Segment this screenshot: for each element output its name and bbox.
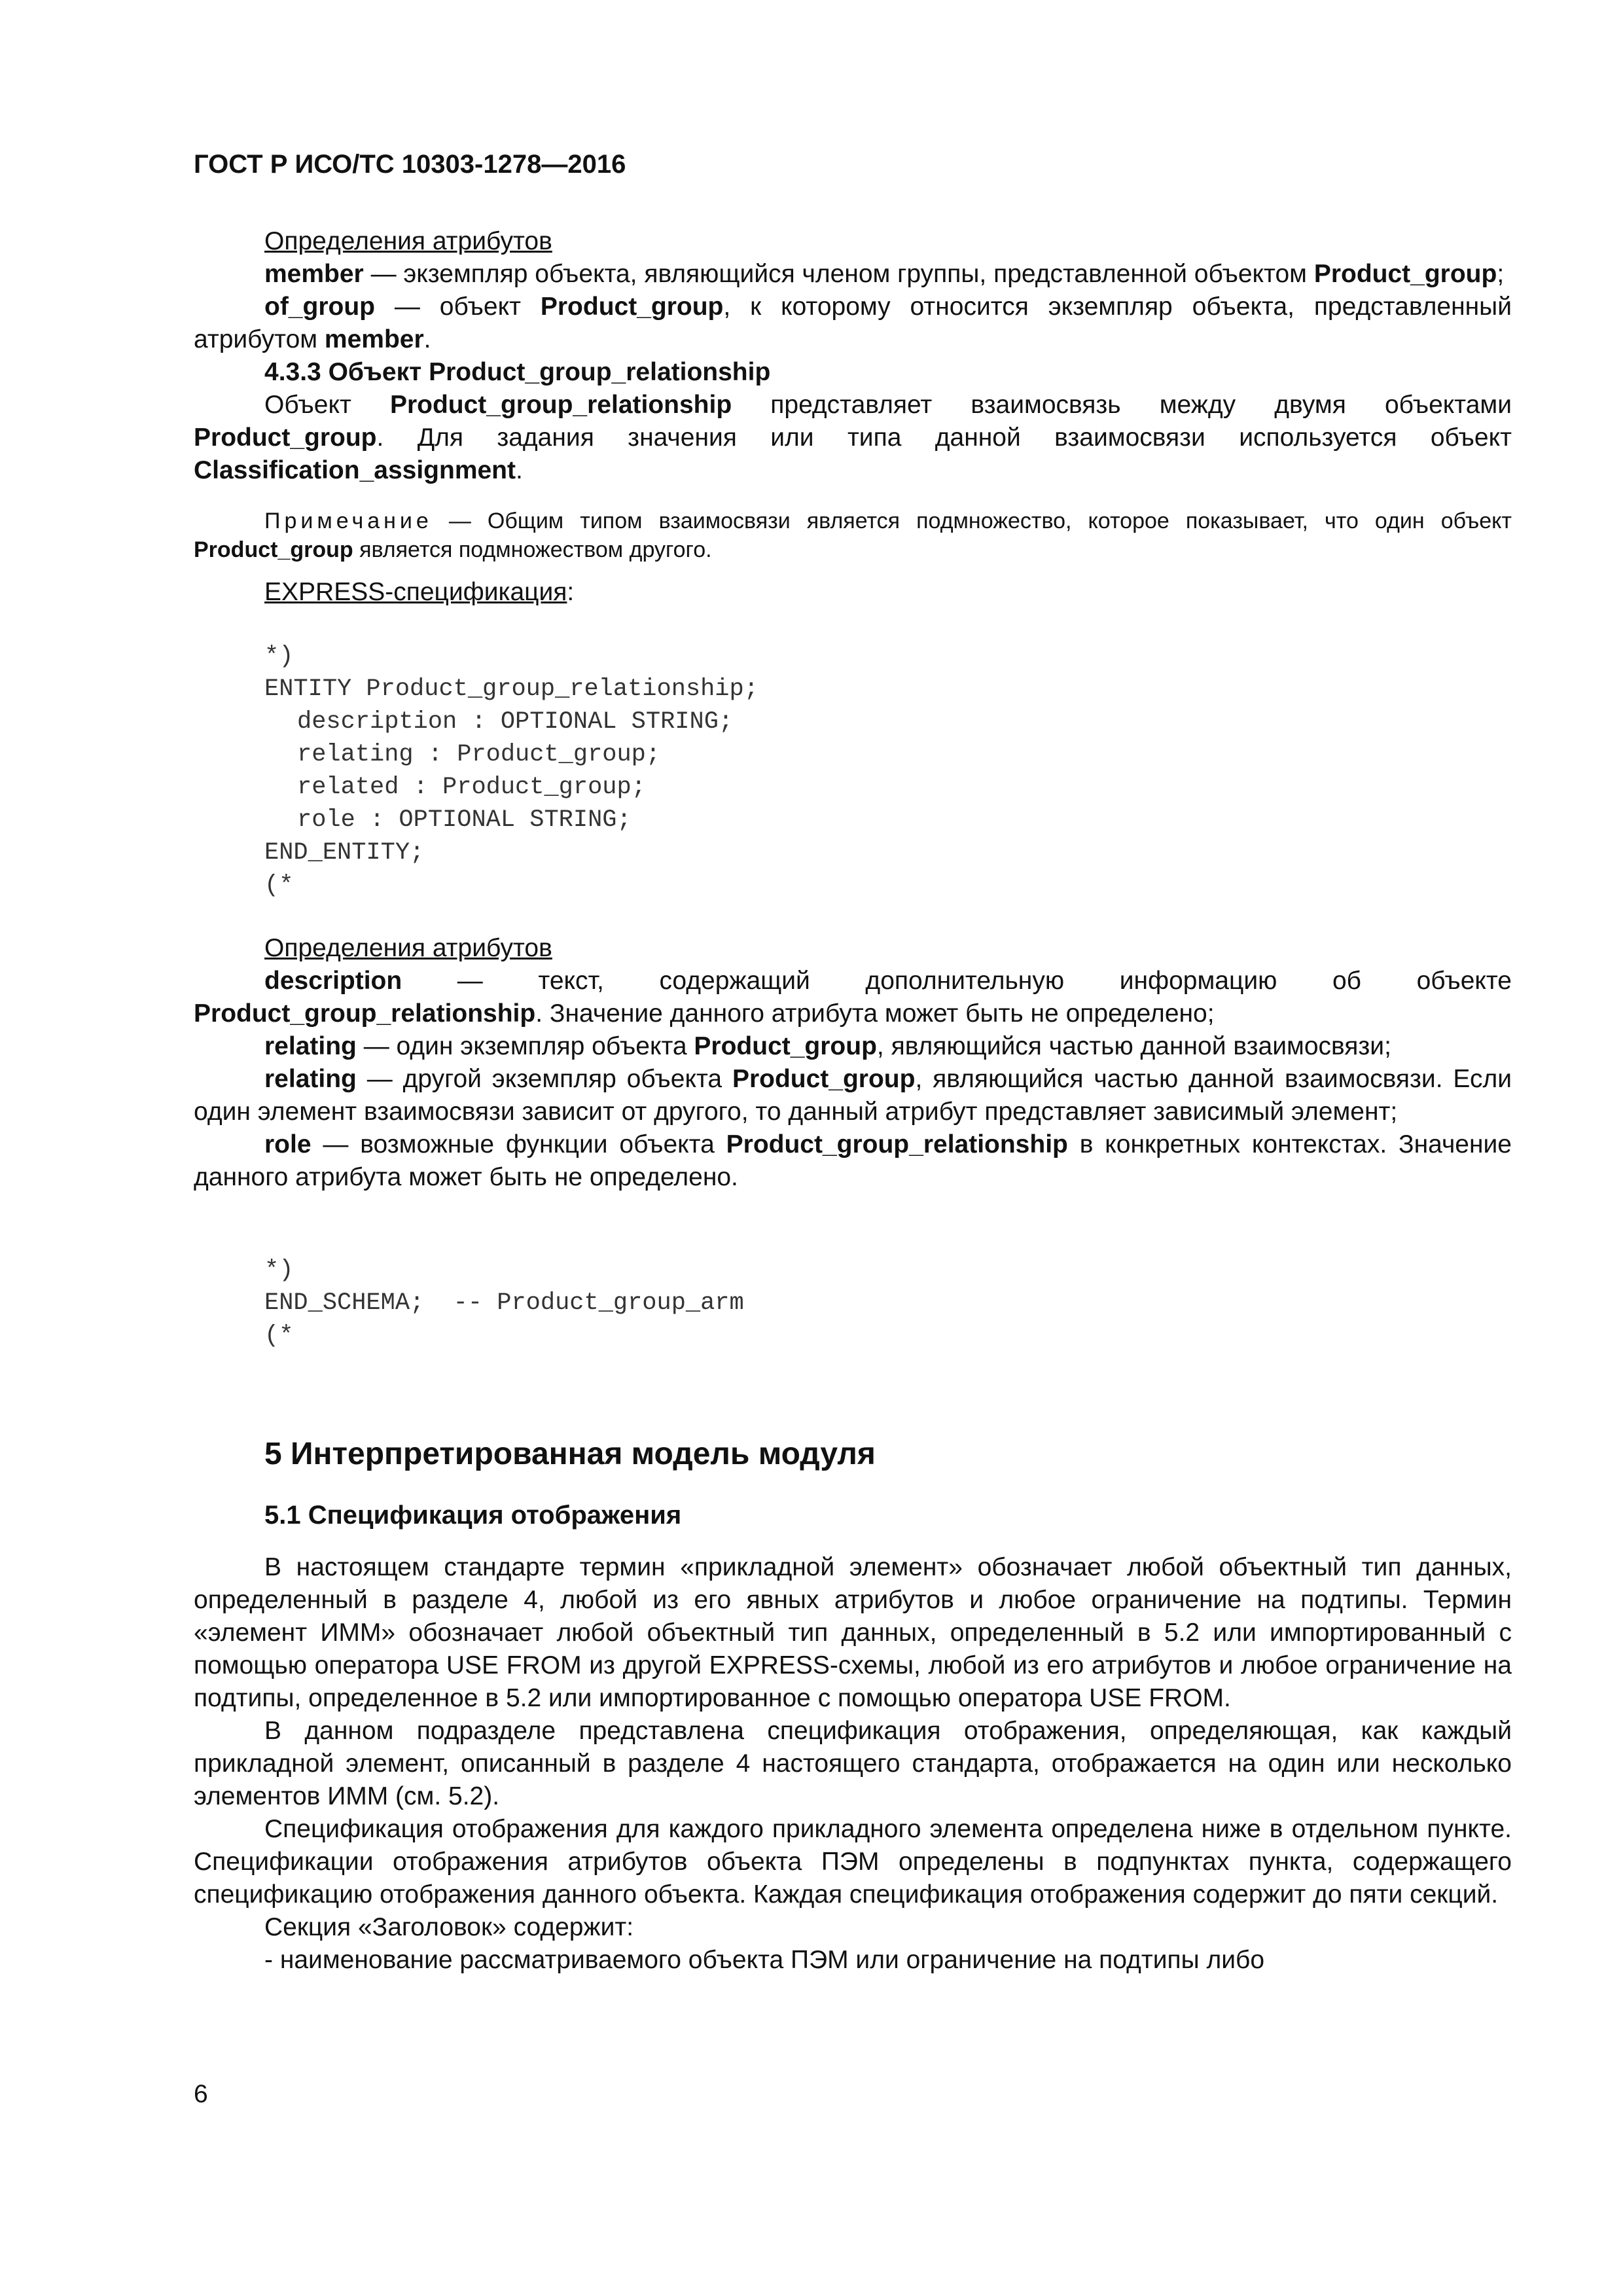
attribute-definitions-block-1: Определения атрибутов member — экземпляр объекта, являющийся членом группы, представленной объектом Product_group; of_group — объект Product_group, к которому относится экземпляр объекта, представленный атрибутом member. 4.3.3 Объект Product_group_relationship Объект Product_group_relationship представляет взаимосвязь между двумя объектами Product_group. Для задания значения или типа данной взаимосвязи используется объект Classification_assignment. Примечание — Общим типом взаимосвязи является подмножество, которое показывает, что один объект Product_group является подмножеством другого. EXPRESS-спецификация:: [194, 227, 1512, 606]
code-line: *): [264, 1257, 294, 1284]
section-5-paragraph: В данном подразделе представлена спецификация отображения, определяющая, как каждый прикладной элемент, описанный в разделе 4 настоящего стандарта, отображается на один или несколько элементов ИММ (см. 5.2).: [194, 1717, 1512, 1810]
definitions-heading: Определения атрибутов: [264, 934, 552, 962]
code-line: description : OPTIONAL STRING;: [297, 708, 734, 736]
code-line: END_ENTITY;: [264, 839, 425, 867]
attribute-definitions-block-2: [194, 932, 1512, 1194]
code-line: relating : Product_group;: [297, 741, 661, 768]
code-line: END_SCHEMA; -- Product_group_arm: [264, 1289, 744, 1317]
definition-member: member — экземпляр объекта, являющийся членом группы, представленной объектом Product_group;: [264, 260, 1505, 288]
document-header: [194, 148, 1512, 181]
section-5-paragraph: В настоящем стандарте термин «прикладной элемент» обозначает любой объектный тип данных, определенный в разделе 4, любой из его явных атрибутов и любое ограничение на подтипы. Термин «элемент ИММ» обозначает любой объектный тип данных, определенный в 5.2 или импортированный с помощью оператора USE FROM из другой EXPRESS-схемы, любой из его атрибутов и любое ограничение на подтипы, определенное в 5.2 или импортированное с помощью оператора USE FROM.: [194, 1553, 1512, 1712]
express-code-block-2: [194, 1254, 1512, 1352]
definition-description: description — текст, содержащий дополнительную информацию об объекте Product_group_relationship. Значение данного атрибута может быть не определено;: [194, 967, 1512, 1028]
section-5-title: 5 Интерпретированная модель модуля: [264, 1437, 876, 1471]
definition-relating: relating — один экземпляр объекта Product_group, являющийся частью данной взаимосвязи;: [264, 1032, 1391, 1060]
note-label: Примечание: [264, 509, 433, 533]
definition-related: relating — другой экземпляр объекта Product_group, являющийся частью данной взаимосвязи. Если один элемент взаимосвязи зависит от другого, то данный атрибут представляет зависимый элемент;: [194, 1065, 1512, 1126]
definitions-heading: Определения атрибутов: [264, 227, 552, 255]
code-line: (*: [264, 872, 294, 899]
code-line: related : Product_group;: [297, 774, 646, 801]
definition-role: role — возможные функции объекта Product_group_relationship в конкретных контекстах. Значение данного атрибута может быть не определено.: [194, 1130, 1512, 1191]
page-number: 6: [194, 2080, 208, 2108]
code-line: role : OPTIONAL STRING;: [297, 806, 632, 834]
section-title-4-3-3: 4.3.3 Объект Product_group_relationship: [264, 358, 771, 386]
express-spec-label: EXPRESS-спецификация: [264, 578, 567, 606]
code-line: *): [264, 643, 294, 670]
express-code-block-1: [194, 640, 1512, 902]
document-id: ГОСТ Р ИСО/ТС 10303-1278—2016: [194, 150, 626, 179]
section-5-paragraph: Спецификация отображения для каждого прикладного элемента определена ниже в отдельном пункте. Спецификации отображения атрибутов объекта ПЭМ определены в подпунктах пункта, содержащего спецификацию отображения данного объекта. Каждая спецификация отображения содержит до пяти секций.: [194, 1815, 1512, 1909]
section-5-1-title: 5.1 Спецификация отображения: [264, 1501, 682, 1530]
entity-intro-paragraph: Объект Product_group_relationship представляет взаимосвязь между двумя объектами Product_group. Для задания значения или типа данной взаимосвязи используется объект Classification_assignment.: [194, 391, 1512, 484]
definition-of-group: of_group — объект Product_group, к которому относится экземпляр объекта, представленный атрибутом member.: [194, 293, 1512, 353]
list-item: - наименование рассматриваемого объекта ПЭМ или ограничение на подтипы либо: [264, 1946, 1265, 1974]
code-line: ENTITY Product_group_relationship;: [264, 675, 758, 703]
note-paragraph: Примечание — Общим типом взаимосвязи является подмножество, которое показывает, что один объект Product_group является подмножеством другого.: [194, 509, 1512, 562]
section-5: [194, 1435, 1512, 1977]
section-5-paragraph: Секция «Заголовок» содержит:: [264, 1913, 634, 1941]
code-line: (*: [264, 1322, 294, 1350]
